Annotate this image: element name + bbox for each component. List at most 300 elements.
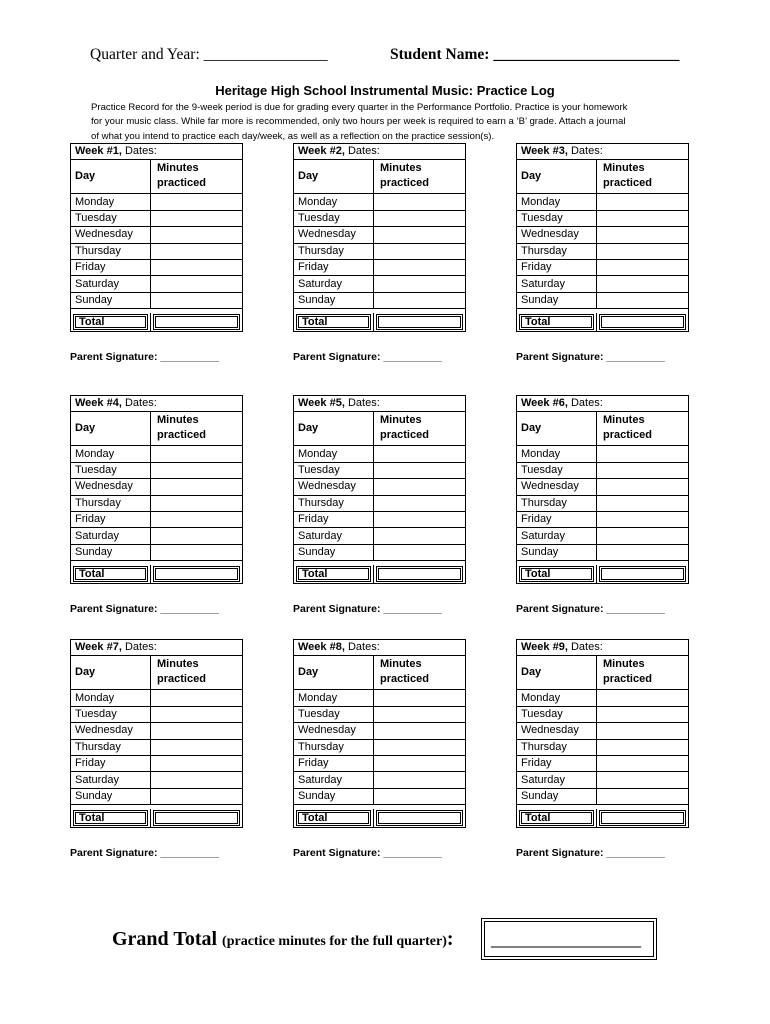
day-column-header: Day <box>71 160 151 194</box>
day-label: Saturday <box>517 276 597 292</box>
dates-label: Dates: <box>570 641 603 654</box>
minutes-cell[interactable] <box>151 259 243 275</box>
total-value-box[interactable] <box>599 810 686 826</box>
total-row <box>517 809 689 828</box>
minutes-cell[interactable] <box>151 462 243 478</box>
day-label: Tuesday <box>517 210 597 226</box>
parent-signature-field[interactable]: Parent Signature: __________ <box>293 603 442 615</box>
intro-line: Practice Record for the 9-week period is due for grading every quarter in the Performance Portfolio. Practice is your homework <box>91 102 628 113</box>
week-label: Week #9, <box>521 641 568 654</box>
total-value-cell <box>151 313 243 332</box>
minutes-cell[interactable] <box>374 723 466 739</box>
total-label: Total <box>296 566 371 582</box>
dates-label: Dates: <box>570 397 603 410</box>
quarter-year-field[interactable]: Quarter and Year: ________________ <box>90 46 328 63</box>
minutes-column-header <box>151 160 243 194</box>
day-label: Tuesday <box>294 706 374 722</box>
total-value-cell <box>151 565 243 584</box>
parent-signature-field[interactable]: Parent Signature: __________ <box>293 847 442 859</box>
total-label-cell <box>71 809 151 828</box>
grand-total-title: Grand Total <box>112 928 218 950</box>
day-row <box>71 462 243 478</box>
day-label: Saturday <box>71 276 151 292</box>
day-row <box>71 446 243 462</box>
day-row <box>517 544 689 560</box>
day-row <box>294 544 466 560</box>
total-label-cell <box>71 313 151 332</box>
minutes-cell[interactable] <box>374 276 466 292</box>
dates-label: Dates: <box>124 145 157 158</box>
day-column-header: Day <box>294 160 374 194</box>
day-label: Thursday <box>294 495 374 511</box>
day-row <box>294 243 466 259</box>
minutes-cell[interactable] <box>597 755 689 771</box>
day-row <box>517 739 689 755</box>
total-label-cell <box>517 809 597 828</box>
day-label: Sunday <box>71 788 151 804</box>
day-label: Monday <box>294 446 374 462</box>
day-row <box>71 243 243 259</box>
minutes-cell[interactable] <box>374 755 466 771</box>
day-label: Friday <box>294 259 374 275</box>
minutes-header-line1: Minutes <box>157 414 199 427</box>
minutes-cell[interactable] <box>597 259 689 275</box>
total-label: Total <box>73 314 148 330</box>
minutes-cell[interactable] <box>374 544 466 560</box>
day-row <box>71 276 243 292</box>
day-row <box>71 479 243 495</box>
day-row <box>71 210 243 226</box>
minutes-cell[interactable] <box>374 690 466 706</box>
day-row <box>294 772 466 788</box>
day-row <box>71 772 243 788</box>
week-dates-cell[interactable] <box>294 144 466 160</box>
total-label-cell <box>71 565 151 584</box>
day-label: Monday <box>517 690 597 706</box>
total-value-cell <box>597 565 689 584</box>
week-table <box>516 143 689 332</box>
grand-total-label <box>112 928 454 951</box>
day-label: Wednesday <box>294 723 374 739</box>
minutes-cell[interactable] <box>374 706 466 722</box>
day-row <box>71 511 243 527</box>
week-block <box>293 639 465 828</box>
day-label: Thursday <box>517 243 597 259</box>
day-row <box>71 292 243 308</box>
minutes-header-line2: practiced <box>380 429 429 442</box>
week-table <box>293 395 466 584</box>
minutes-cell[interactable] <box>151 772 243 788</box>
day-column-header: Day <box>71 656 151 690</box>
day-label: Wednesday <box>71 227 151 243</box>
page-title: Heritage High School Instrumental Music: Practice Log <box>215 83 555 98</box>
day-label: Thursday <box>294 739 374 755</box>
day-label: Monday <box>517 446 597 462</box>
day-label: Wednesday <box>517 227 597 243</box>
day-label: Monday <box>294 690 374 706</box>
minutes-cell[interactable] <box>597 446 689 462</box>
total-value-cell <box>374 313 466 332</box>
minutes-header-line1: Minutes <box>380 414 422 427</box>
week-dates-cell[interactable] <box>517 144 689 160</box>
total-row <box>294 809 466 828</box>
minutes-cell[interactable] <box>151 479 243 495</box>
minutes-cell[interactable] <box>151 755 243 771</box>
day-label: Friday <box>517 259 597 275</box>
total-row <box>71 565 243 584</box>
week-block <box>70 639 242 828</box>
day-row <box>71 227 243 243</box>
week-block <box>70 395 242 584</box>
day-label: Monday <box>71 194 151 210</box>
minutes-cell[interactable] <box>151 723 243 739</box>
day-row <box>517 259 689 275</box>
day-row <box>294 511 466 527</box>
parent-signature-field[interactable]: Parent Signature: __________ <box>516 847 665 859</box>
week-block <box>293 143 465 332</box>
column-header-row <box>294 656 466 690</box>
day-row <box>71 194 243 210</box>
minutes-column-header <box>151 412 243 446</box>
day-row <box>517 227 689 243</box>
day-row <box>71 706 243 722</box>
minutes-cell[interactable] <box>374 227 466 243</box>
day-label: Friday <box>71 259 151 275</box>
day-column-header: Day <box>517 160 597 194</box>
total-value-box[interactable] <box>153 810 240 826</box>
day-row <box>294 706 466 722</box>
day-column-header: Day <box>294 656 374 690</box>
day-label: Friday <box>294 755 374 771</box>
day-row <box>517 528 689 544</box>
column-header-row <box>71 656 243 690</box>
minutes-column-header <box>597 412 689 446</box>
minutes-cell[interactable] <box>151 227 243 243</box>
day-label: Tuesday <box>71 210 151 226</box>
total-label: Total <box>73 810 148 826</box>
minutes-column-header <box>597 656 689 690</box>
minutes-cell[interactable] <box>151 706 243 722</box>
day-label: Saturday <box>517 772 597 788</box>
week-header-row <box>517 144 689 160</box>
minutes-cell[interactable] <box>151 194 243 210</box>
minutes-cell[interactable] <box>597 723 689 739</box>
dates-label: Dates: <box>124 397 157 410</box>
day-label: Friday <box>517 511 597 527</box>
minutes-cell[interactable] <box>597 544 689 560</box>
day-row <box>517 788 689 804</box>
minutes-cell[interactable] <box>374 479 466 495</box>
week-header-row <box>71 144 243 160</box>
week-header-row <box>71 640 243 656</box>
day-label: Sunday <box>71 292 151 308</box>
total-label: Total <box>519 566 594 582</box>
day-label: Wednesday <box>294 227 374 243</box>
parent-signature-field[interactable]: Parent Signature: __________ <box>516 603 665 615</box>
total-label: Total <box>73 566 148 582</box>
grand-total-box[interactable] <box>481 918 657 960</box>
total-value-box[interactable] <box>153 314 240 330</box>
total-value-box[interactable] <box>599 566 686 582</box>
total-value-box[interactable] <box>376 566 463 582</box>
minutes-cell[interactable] <box>597 276 689 292</box>
minutes-header-line1: Minutes <box>603 414 645 427</box>
week-dates-cell[interactable] <box>71 396 243 412</box>
minutes-header-line2: practiced <box>380 177 429 190</box>
minutes-cell[interactable] <box>374 788 466 804</box>
day-row <box>71 259 243 275</box>
minutes-cell[interactable] <box>374 739 466 755</box>
day-label: Tuesday <box>71 706 151 722</box>
day-label: Wednesday <box>71 479 151 495</box>
minutes-cell[interactable] <box>374 462 466 478</box>
minutes-header-line1: Minutes <box>603 162 645 175</box>
minutes-cell[interactable] <box>374 772 466 788</box>
minutes-cell[interactable] <box>597 706 689 722</box>
day-row <box>294 755 466 771</box>
week-block <box>516 639 688 828</box>
total-label-cell <box>294 313 374 332</box>
minutes-cell[interactable] <box>597 772 689 788</box>
week-label: Week #8, <box>298 641 345 654</box>
week-table <box>293 639 466 828</box>
day-label: Sunday <box>71 544 151 560</box>
minutes-cell[interactable] <box>597 479 689 495</box>
minutes-header-line2: practiced <box>603 429 652 442</box>
minutes-cell[interactable] <box>151 446 243 462</box>
minutes-cell[interactable] <box>597 194 689 210</box>
week-dates-cell[interactable] <box>517 396 689 412</box>
parent-signature-field[interactable]: Parent Signature: __________ <box>70 847 219 859</box>
day-row <box>294 227 466 243</box>
day-row <box>517 292 689 308</box>
day-row <box>294 788 466 804</box>
total-value-cell <box>374 565 466 584</box>
day-label: Sunday <box>517 544 597 560</box>
day-row <box>517 194 689 210</box>
day-label: Monday <box>71 446 151 462</box>
day-label: Tuesday <box>294 210 374 226</box>
parent-signature-field[interactable]: Parent Signature: __________ <box>516 351 665 363</box>
total-label: Total <box>296 810 371 826</box>
total-row <box>71 809 243 828</box>
minutes-header-line1: Minutes <box>380 162 422 175</box>
week-header-row <box>294 396 466 412</box>
minutes-header-line2: practiced <box>157 673 206 686</box>
day-label: Wednesday <box>294 479 374 495</box>
week-label: Week #6, <box>521 397 568 410</box>
total-row <box>517 565 689 584</box>
week-dates-cell[interactable] <box>294 396 466 412</box>
column-header-row <box>294 160 466 194</box>
day-row <box>294 739 466 755</box>
minutes-cell[interactable] <box>597 528 689 544</box>
day-label: Sunday <box>294 292 374 308</box>
column-header-row <box>294 412 466 446</box>
day-row <box>71 528 243 544</box>
day-row <box>294 446 466 462</box>
minutes-column-header <box>597 160 689 194</box>
week-label: Week #1, <box>75 145 122 158</box>
total-value-box[interactable] <box>376 314 463 330</box>
day-row <box>517 511 689 527</box>
dates-label: Dates: <box>347 641 380 654</box>
parent-signature-field[interactable]: Parent Signature: __________ <box>70 603 219 615</box>
day-label: Saturday <box>71 772 151 788</box>
student-name-field[interactable]: Student Name: ________________________ <box>390 46 680 63</box>
total-row <box>294 565 466 584</box>
day-row <box>517 723 689 739</box>
minutes-cell[interactable] <box>597 739 689 755</box>
week-dates-cell[interactable] <box>71 144 243 160</box>
day-label: Tuesday <box>71 462 151 478</box>
minutes-header-line2: practiced <box>157 177 206 190</box>
minutes-header-line1: Minutes <box>157 162 199 175</box>
minutes-cell[interactable] <box>374 495 466 511</box>
minutes-cell[interactable] <box>597 292 689 308</box>
minutes-header-line2: practiced <box>603 673 652 686</box>
minutes-cell[interactable] <box>597 462 689 478</box>
total-row <box>71 313 243 332</box>
parent-signature-field[interactable]: Parent Signature: __________ <box>70 351 219 363</box>
day-label: Sunday <box>517 788 597 804</box>
minutes-cell[interactable] <box>374 446 466 462</box>
dates-label: Dates: <box>124 641 157 654</box>
day-row <box>517 495 689 511</box>
week-label: Week #7, <box>75 641 122 654</box>
minutes-cell[interactable] <box>151 511 243 527</box>
minutes-cell[interactable] <box>374 259 466 275</box>
minutes-cell[interactable] <box>151 243 243 259</box>
minutes-cell[interactable] <box>597 227 689 243</box>
intro-line: of what you intend to practice each day/week, as well as a reflection on the practice session(s). <box>91 130 495 142</box>
minutes-cell[interactable] <box>151 292 243 308</box>
minutes-header-line1: Minutes <box>603 658 645 671</box>
day-row <box>294 210 466 226</box>
week-table <box>516 395 689 584</box>
day-label: Sunday <box>294 544 374 560</box>
week-block <box>516 395 688 584</box>
day-label: Saturday <box>71 528 151 544</box>
week-dates-cell[interactable] <box>517 640 689 656</box>
grand-total-subtitle: (practice minutes for the full quarter) <box>222 934 447 949</box>
day-label: Tuesday <box>517 706 597 722</box>
column-header-row <box>517 412 689 446</box>
total-value-box[interactable] <box>599 314 686 330</box>
minutes-cell[interactable] <box>151 276 243 292</box>
total-label-cell <box>517 565 597 584</box>
week-dates-cell[interactable] <box>71 640 243 656</box>
total-label-cell <box>517 313 597 332</box>
day-label: Thursday <box>517 739 597 755</box>
minutes-cell[interactable] <box>151 495 243 511</box>
day-row <box>71 690 243 706</box>
total-value-cell <box>597 313 689 332</box>
day-row <box>294 194 466 210</box>
day-label: Thursday <box>71 243 151 259</box>
total-value-cell <box>597 809 689 828</box>
week-label: Week #5, <box>298 397 345 410</box>
day-row <box>71 755 243 771</box>
minutes-cell[interactable] <box>597 788 689 804</box>
intro-paragraph <box>91 101 691 144</box>
day-row <box>294 723 466 739</box>
day-label: Friday <box>517 755 597 771</box>
minutes-cell[interactable] <box>151 690 243 706</box>
minutes-cell[interactable] <box>374 528 466 544</box>
minutes-cell[interactable] <box>151 210 243 226</box>
column-header-row <box>517 656 689 690</box>
week-block <box>70 143 242 332</box>
day-row <box>517 276 689 292</box>
day-row <box>294 462 466 478</box>
minutes-cell[interactable] <box>597 210 689 226</box>
grand-total-colon: : <box>446 928 454 950</box>
total-value-box[interactable] <box>153 566 240 582</box>
dates-label: Dates: <box>570 145 603 158</box>
minutes-cell[interactable] <box>374 511 466 527</box>
total-label: Total <box>519 314 594 330</box>
dates-label: Dates: <box>347 145 380 158</box>
minutes-cell[interactable] <box>151 739 243 755</box>
day-label: Thursday <box>71 495 151 511</box>
day-label: Saturday <box>294 772 374 788</box>
minutes-cell[interactable] <box>151 528 243 544</box>
day-label: Thursday <box>294 243 374 259</box>
week-dates-cell[interactable] <box>294 640 466 656</box>
minutes-cell[interactable] <box>374 243 466 259</box>
minutes-cell[interactable] <box>374 292 466 308</box>
minutes-cell[interactable] <box>597 495 689 511</box>
total-value-cell <box>151 809 243 828</box>
day-label: Saturday <box>517 528 597 544</box>
day-label: Friday <box>71 755 151 771</box>
week-label: Week #4, <box>75 397 122 410</box>
minutes-header-line1: Minutes <box>380 658 422 671</box>
day-row <box>71 495 243 511</box>
week-table <box>516 639 689 828</box>
minutes-header-line2: practiced <box>603 177 652 190</box>
minutes-cell[interactable] <box>151 544 243 560</box>
day-column-header: Day <box>71 412 151 446</box>
day-column-header: Day <box>517 656 597 690</box>
day-label: Tuesday <box>294 462 374 478</box>
minutes-cell[interactable] <box>597 243 689 259</box>
column-header-row <box>71 160 243 194</box>
day-label: Monday <box>517 194 597 210</box>
day-row <box>517 706 689 722</box>
day-label: Thursday <box>517 495 597 511</box>
day-row <box>71 739 243 755</box>
minutes-cell[interactable] <box>151 788 243 804</box>
day-row <box>294 292 466 308</box>
day-row <box>517 462 689 478</box>
minutes-cell[interactable] <box>374 194 466 210</box>
week-table <box>293 143 466 332</box>
day-row <box>517 772 689 788</box>
minutes-cell[interactable] <box>597 511 689 527</box>
parent-signature-field[interactable]: Parent Signature: __________ <box>293 351 442 363</box>
total-value-box[interactable] <box>376 810 463 826</box>
minutes-column-header <box>374 412 466 446</box>
total-value-cell <box>374 809 466 828</box>
column-header-row <box>71 412 243 446</box>
minutes-cell[interactable] <box>374 210 466 226</box>
week-header-row <box>294 640 466 656</box>
minutes-cell[interactable] <box>597 690 689 706</box>
day-row <box>71 544 243 560</box>
day-row <box>294 276 466 292</box>
